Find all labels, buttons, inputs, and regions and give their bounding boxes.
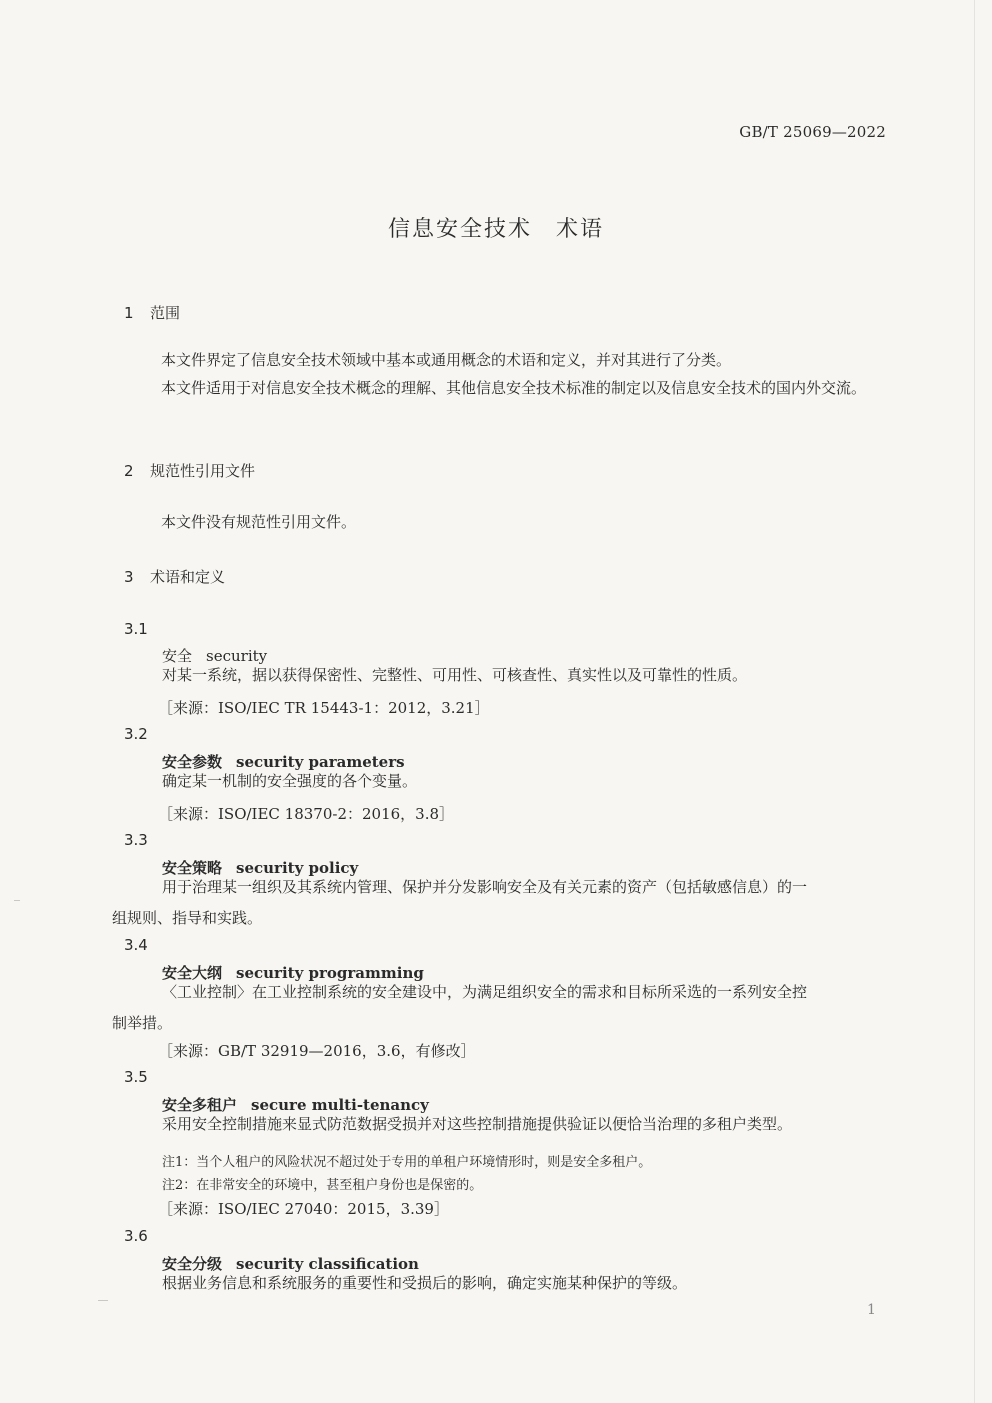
standard-code: GB/T 25069—2022: [739, 123, 886, 141]
term-number: 3.2: [124, 725, 148, 743]
page-number: 1: [867, 1302, 876, 1318]
term-source: ［来源：ISO/IEC 18370-2：2016，3.8］: [158, 805, 455, 823]
normative-paragraph: 本文件没有规范性引用文件。: [161, 513, 357, 531]
section-heading-scope: [124, 302, 180, 323]
term-number: 3.1: [124, 620, 148, 638]
scope-paragraph-1: 本文件界定了信息安全技术领域中基本或通用概念的术语和定义，并对其进行了分类。: [161, 351, 732, 369]
term-en: secure multi-tenancy: [251, 1096, 429, 1114]
section-number: 3: [124, 568, 134, 586]
definition-line: 组规则、指导和实践。: [112, 909, 263, 927]
document-title: 信息安全技术 术语: [387, 217, 604, 242]
definition-line: 〈工业控制〉在工业控制系统的安全建设中，为满足组织安全的需求和目标所采选的一系列安全控: [162, 983, 808, 1001]
term-source: ［来源：ISO/IEC TR 15443-1：2012，3.21］: [158, 699, 490, 717]
term-definition: [112, 977, 900, 1039]
term-en: security parameters: [236, 753, 405, 771]
section-title: 规范性引用文件: [150, 462, 256, 480]
term-en: security policy: [236, 859, 359, 877]
definition-line: 用于治理某一组织及其系统内管理、保护并分发影响安全及有关元素的资产（包括敏感信息）的一: [162, 878, 808, 896]
term-zh: 安全策略: [162, 859, 223, 877]
term-zh: 安全参数: [162, 753, 223, 771]
term-source: ［来源：GB/T 32919—2016，3.6，有修改］: [158, 1042, 476, 1060]
term-zh: 安全大纲: [162, 964, 223, 982]
section-heading-terms: [124, 566, 225, 587]
section-title: 术语和定义: [150, 568, 226, 586]
term-en: security classification: [236, 1255, 419, 1273]
term-note: 注2：在非常安全的环境中，甚至租户身份也是保密的。: [162, 1178, 483, 1193]
term-note: 注1：当个人租户的风险状况不超过处于专用的单租户环境情形时，则是安全多租户。: [162, 1155, 652, 1170]
term-number: 3.3: [124, 831, 148, 849]
section-number: 2: [124, 462, 134, 480]
term-definition: [112, 872, 900, 934]
term-zh: 安全: [162, 647, 193, 665]
term-en: security programming: [236, 964, 424, 982]
term-number: 3.6: [124, 1227, 148, 1245]
definition-line: 制举措。: [112, 1014, 173, 1032]
scan-speck: [98, 1300, 108, 1301]
section-heading-normative: [124, 460, 255, 481]
term-number: 3.5: [124, 1068, 148, 1086]
section-title: 范围: [150, 304, 181, 322]
term-zh: 安全多租户: [162, 1096, 238, 1114]
term-definition: 根据业务信息和系统服务的重要性和受损后的影响，确定实施某种保护的等级。: [162, 1274, 688, 1292]
scope-paragraph-2: 本文件适用于对信息安全技术概念的理解、其他信息安全技术标准的制定以及信息安全技术的国内外交流。: [161, 379, 867, 397]
term-number: 3.4: [124, 936, 148, 954]
term-definition: 对某一系统，据以获得保密性、完整性、可用性、可核查性、真实性以及可靠性的性质。: [162, 666, 748, 684]
term-definition: 采用安全控制措施来显式防范数据受损并对这些控制措施提供验证以便恰当治理的多租户类型。: [162, 1115, 793, 1133]
term-definition: 确定某一机制的安全强度的各个变量。: [162, 772, 418, 790]
section-number: 1: [124, 304, 134, 322]
term-source: ［来源：ISO/IEC 27040：2015，3.39］: [158, 1200, 449, 1218]
scan-edge-line: [974, 0, 975, 1403]
term-zh: 安全分级: [162, 1255, 223, 1273]
scan-speck: [14, 900, 20, 901]
term-en: security: [206, 647, 268, 665]
